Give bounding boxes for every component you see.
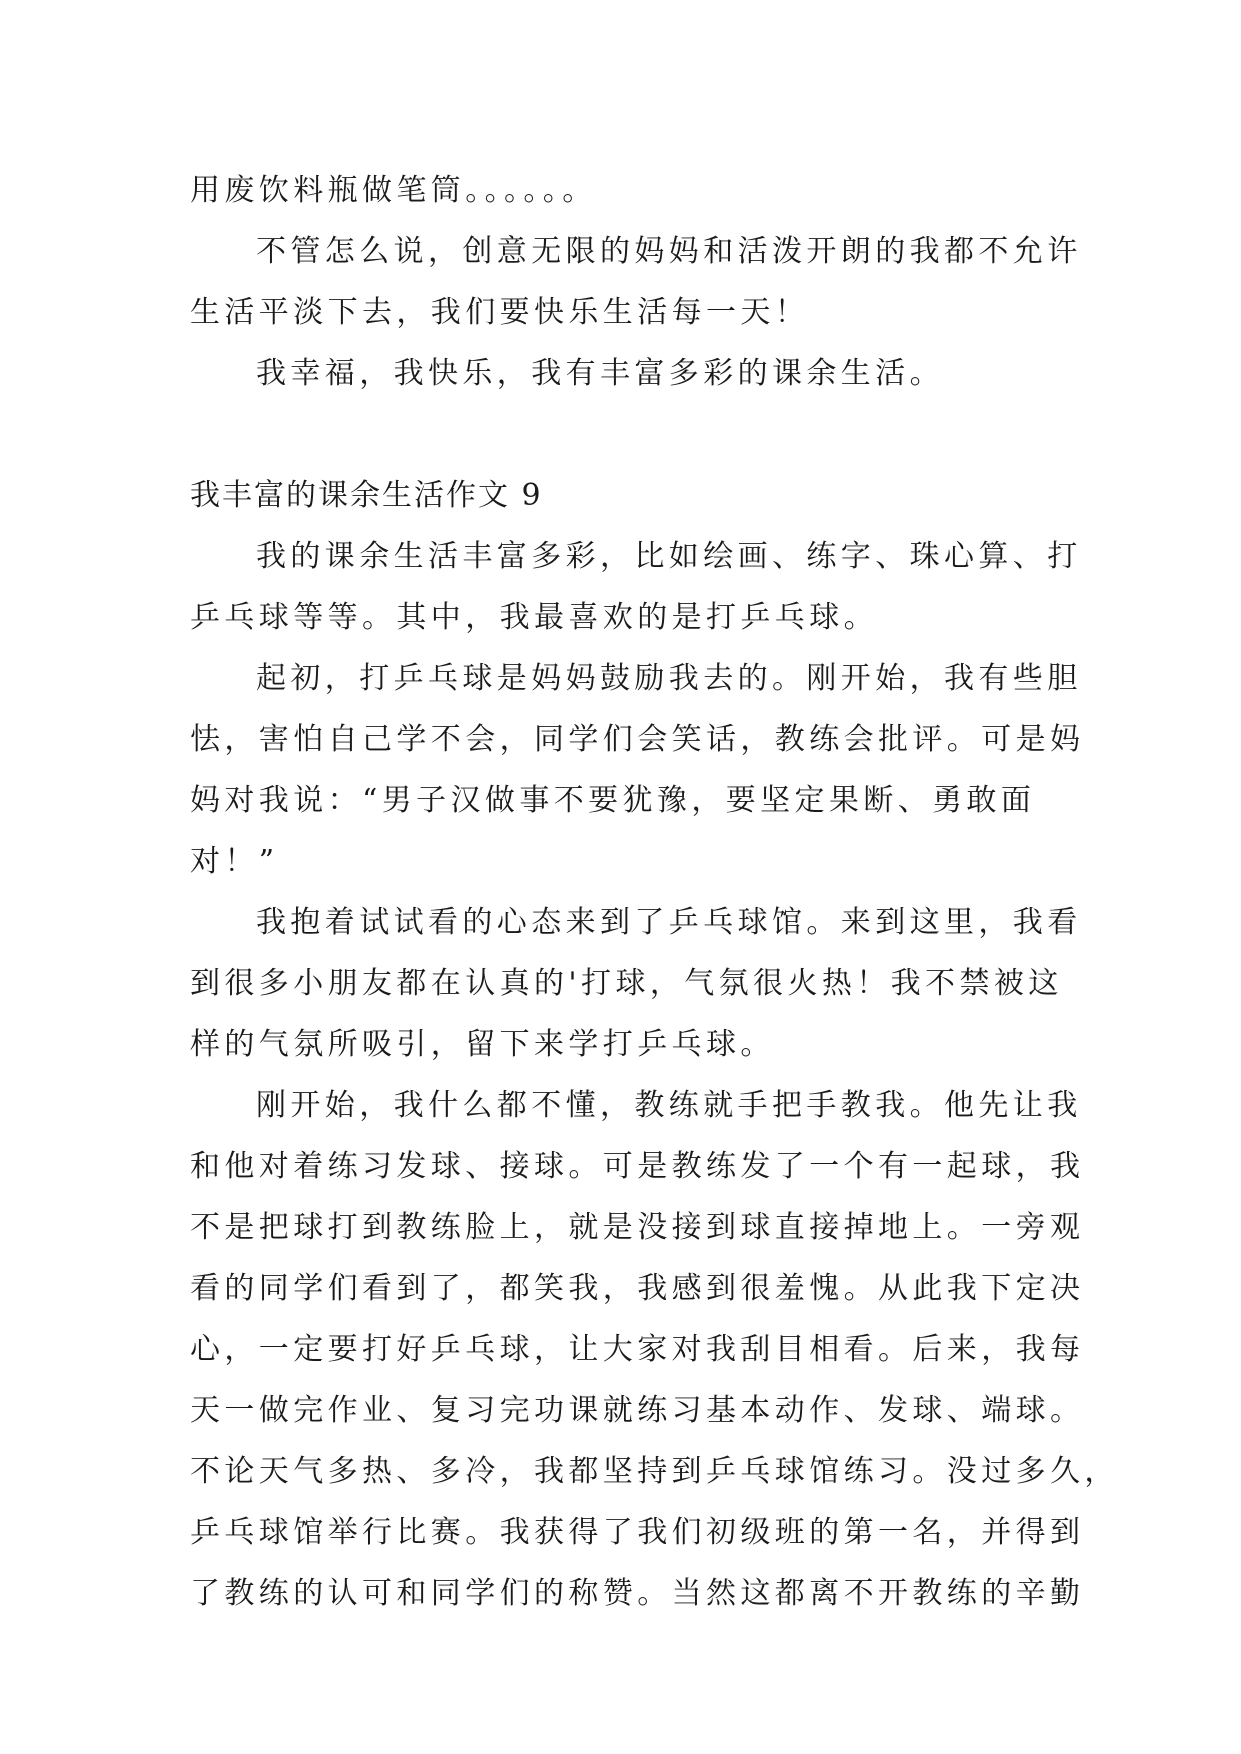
paragraph-line: 生活平淡下去，我们要快乐生活每一天！ [190, 295, 810, 330]
paragraph-first-line: 我幸福，我快乐，我有丰富多彩的课余生活。 [256, 356, 944, 391]
paragraph-line: 心，一定要打好乒乓球，让大家对我刮目相看。后来，我每 [190, 1332, 1085, 1367]
paragraph-line: 看的同学们看到了，都笑我，我感到很羞愧。从此我下定决 [190, 1271, 1085, 1306]
paragraph-line: 妈对我说：“男子汉做事不要犹豫，要坚定果断、勇敢面 [190, 783, 1036, 818]
paragraph-line: 不是把球打到教练脸上，就是没接到球直接掉地上。一旁观 [190, 1210, 1085, 1245]
paragraph-line: 对！” [190, 844, 279, 879]
paragraph-first-line: 刚开始，我什么都不懂，教练就手把手教我。他先让我 [256, 1088, 1082, 1123]
paragraph-line: 乒乓球等等。其中，我最喜欢的是打乒乓球。 [190, 600, 878, 635]
paragraph-first-line: 我的课余生活丰富多彩，比如绘画、练字、珠心算、打 [256, 539, 1082, 574]
article-body [190, 160, 1119, 1624]
paragraph-line: 怯，害怕自己学不会，同学们会笑话，教练会批评。可是妈 [190, 722, 1085, 757]
paragraph-first-line: 起初，打乒乓球是妈妈鼓励我去的。刚开始，我有些胆 [256, 661, 1082, 696]
paragraph-line: 用废饮料瓶做笔筒。。。。。。 [190, 173, 597, 208]
paragraph-first-line: 我抱着试试看的心态来到了乒乓球馆。来到这里，我看 [256, 905, 1082, 940]
blank-line [190, 404, 1070, 465]
paragraph-line: 乒乓球馆举行比赛。我获得了我们初级班的第一名，并得到 [190, 1515, 1085, 1550]
paragraph-line: 天一做完作业、复习完功课就练习基本动作、发球、端球。 [190, 1393, 1085, 1428]
paragraph-line: 样的气氛所吸引，留下来学打乒乓球。 [190, 1027, 775, 1062]
paragraph-line: 到很多小朋友都在认真的'打球，气氛很火热！我不禁被这 [190, 966, 1063, 1001]
paragraph-line: 和他对着练习发球、接球。可是教练发了一个有一起球，我 [190, 1149, 1085, 1184]
paragraph-first-line: 不管怎么说，创意无限的妈妈和活泼开朗的我都不允许 [256, 234, 1082, 269]
paragraph-line: 不论天气多热、多冷，我都坚持到乒乓球馆练习。没过多久， [190, 1454, 1119, 1489]
section-title: 我丰富的课余生活作文 9 [190, 478, 543, 513]
paragraph-line: 了教练的认可和同学们的称赞。当然这都离不开教练的辛勤 [190, 1576, 1085, 1611]
